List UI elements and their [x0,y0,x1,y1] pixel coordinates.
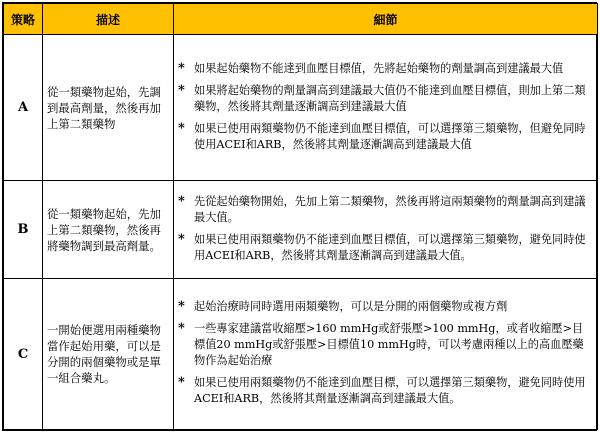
detail-text: 起始治療時同時選用兩類藥物，可以是分開的兩個藥物或複方劑 [194,300,508,313]
detail-item [178,61,593,77]
table-row-b [4,181,598,279]
detail-text: 如果已使用兩類藥物仍不能達到血壓目標值，可以選擇第三類藥物，但避免同時使用ACEI和ARB，然後將其劑量逐漸調高到建議最大值 [194,121,586,151]
bullet-icon: * [178,60,185,76]
bullet-icon: * [178,231,185,247]
detail-item [178,194,593,226]
bullet-icon: * [178,375,185,390]
bullet-icon: * [178,120,185,136]
description-cell: 從一類藥物起始，先調到最高劑量，然後再加上第二類藥物 [43,35,174,181]
details-cell [174,279,598,430]
detail-item [178,232,593,264]
strategy-cell: B [4,181,43,279]
detail-text: 如果將起始藥物的劑量調高到建議最大值仍不能達到血壓目標值，則加上第二類藥物，然後將其劑量逐漸調高到建議最大值 [194,83,586,113]
strategy-table-frame [2,2,597,431]
description-cell: 一開始便選用兩種藥物當作起始用藥，可以是分開的兩個藥物或是單一組合藥丸。 [43,279,174,430]
strategy-table [3,3,598,430]
bullet-icon: * [178,299,185,314]
table-row-c [4,279,598,430]
header-details: 細節 [174,4,598,35]
detail-item [178,83,593,115]
bullet-icon: * [178,82,185,98]
details-cell [174,181,598,279]
description-cell: 從一類藥物起始，先加上第二類藥物，然後再將藥物調到最高劑量。 [43,181,174,279]
bullet-icon: * [178,193,185,209]
header-description: 描述 [43,4,174,35]
detail-item [178,375,593,407]
details-cell [174,35,598,181]
table-row-a [4,35,598,181]
header-strategy: 策略 [4,4,43,35]
detail-item [178,299,593,315]
strategy-cell: C [4,279,43,430]
detail-text: 先從起始藥物開始，先加上第二類藥物，然後再將這兩類藥物的劑量調高到建議最大值。 [194,194,586,224]
detail-item [178,121,593,153]
header-row [4,4,598,35]
detail-text: 如果已使用兩類藥物仍不能達到血壓目標值，可以選擇第三類藥物，避免同時使用ACEI和ARB，然後將其劑量逐漸調高到建議最大值。 [194,232,586,262]
bullet-icon: * [178,321,185,336]
strategy-cell: A [4,35,43,181]
detail-text: 如果已使用兩類藥物仍不能達到血壓目標，可以選擇第三類藥物，避免同時使用ACEI和ARB，然後將其劑量逐漸調高到建議最大值。 [194,376,586,405]
detail-item [178,321,593,369]
detail-text: 一些專家建議當收縮壓>160 mmHg或舒張壓>100 mmHg，或者收縮壓>目標值20 mmHg或舒張壓>目標值10 mmHg時，可以考慮兩種以上的高血壓藥物作為起始治療 [194,322,584,367]
detail-text: 如果起始藥物不能達到血壓目標值，先將起始藥物的劑量調高到建議最大值 [194,61,564,75]
